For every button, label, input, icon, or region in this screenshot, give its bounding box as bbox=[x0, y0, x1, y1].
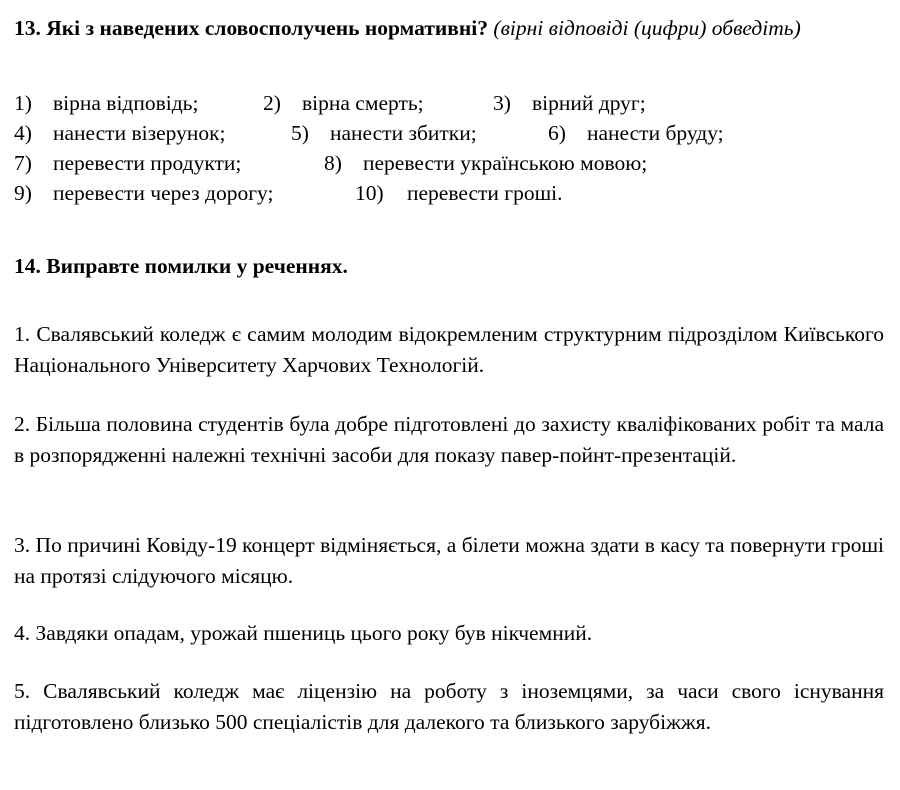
sentence-3: 3. По причині Ковіду-19 концерт відміняється, а білети можна здати в касу та повернути гроші на протязі слідуючого місяцю. bbox=[14, 533, 884, 588]
option-text: вірний друг; bbox=[532, 91, 646, 115]
option-8 bbox=[324, 148, 647, 178]
question-13-instruction: (вірні відповіді (цифри) обведіть) bbox=[493, 16, 801, 40]
option-text: нанести збитки; bbox=[330, 121, 477, 145]
option-5 bbox=[291, 118, 548, 148]
sentence-1: 1. Свалявський коледж є самим молодим відокремленим структурним підрозділом Київського Національного Університету Харчових Технологій. bbox=[14, 322, 884, 377]
option-number: 9) bbox=[14, 181, 32, 205]
option-number: 2) bbox=[263, 91, 281, 115]
option-4 bbox=[14, 118, 291, 148]
option-text: нанести візерунок; bbox=[53, 121, 226, 145]
option-text: перевести українською мовою; bbox=[363, 151, 648, 175]
option-6 bbox=[548, 118, 724, 148]
option-text: вірна відповідь; bbox=[53, 91, 199, 115]
option-number: 6) bbox=[548, 121, 566, 145]
question-14-title bbox=[14, 251, 884, 281]
option-10 bbox=[355, 178, 563, 208]
option-2 bbox=[263, 88, 493, 118]
sentence-5: 5. Свалявський коледж має ліцензію на роботу з іноземцями, за часи свого існування підготовлено близько 500 спеціалістів для далекого та близького зарубіжжя. bbox=[14, 679, 884, 734]
option-number: 7) bbox=[14, 151, 32, 175]
option-1 bbox=[14, 88, 263, 118]
option-number: 1) bbox=[14, 91, 32, 115]
option-text: вірна смерть; bbox=[302, 91, 424, 115]
option-number: 10) bbox=[355, 181, 384, 205]
option-3 bbox=[493, 88, 646, 118]
option-text: перевести гроші. bbox=[407, 181, 563, 205]
sentence-4: 4. Завдяки опадам, урожай пшениць цього року був нікчемний. bbox=[14, 621, 593, 645]
option-text: перевести продукти; bbox=[53, 151, 242, 175]
option-number: 3) bbox=[493, 91, 511, 115]
options-row-3 bbox=[14, 148, 724, 178]
option-number: 5) bbox=[291, 121, 309, 145]
question-14-prompt: 14. Виправте помилки у реченнях. bbox=[14, 254, 348, 278]
question-13-prompt: 13. Які з наведених словосполучень нормативні? bbox=[14, 16, 489, 40]
option-9 bbox=[14, 178, 355, 208]
option-text: нанести бруду; bbox=[587, 121, 724, 145]
options-row-1 bbox=[14, 88, 724, 118]
option-7 bbox=[14, 148, 324, 178]
options-row-2 bbox=[14, 118, 724, 148]
options-row-4 bbox=[14, 178, 724, 208]
question-13-title bbox=[14, 13, 884, 43]
question-13-options bbox=[14, 88, 724, 208]
option-text: перевести через дорогу; bbox=[53, 181, 274, 205]
sentence-2: 2. Більша половина студентів була добре підготовлені до захисту кваліфікованих робіт та мала в розпорядженні належні технічні засоби для показу павер-пойнт-презентацій. bbox=[14, 412, 884, 467]
option-number: 4) bbox=[14, 121, 32, 145]
option-number: 8) bbox=[324, 151, 342, 175]
